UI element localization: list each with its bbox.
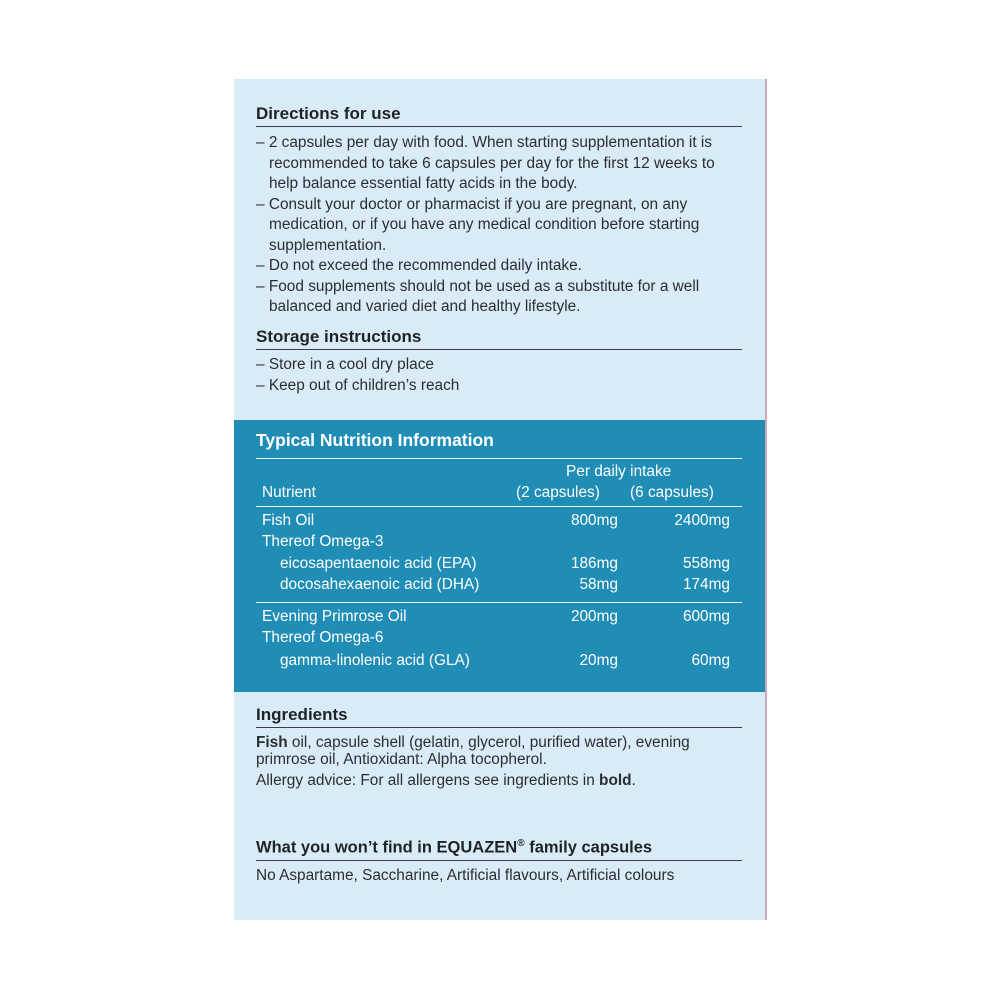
nutrient-value-2caps: 58mg [579,576,618,593]
list-item: – Keep out of children’s reach [256,376,460,394]
nutrient-value-6caps: 600mg [682,608,730,625]
free-from-heading-text: What you won’t find in EQUAZEN [256,838,518,857]
nutrition-table [234,420,765,692]
list-item: – Food supplements should not be used as a substitute for a well balanced and varied diet and healthy lifestyle. [256,277,700,315]
list-item: – 2 capsules per day with food. When starting supplementation it is recommended to take 6 capsules per day for the first 12 weeks to help balance essential fatty acids in the body. [256,134,715,192]
list-item: – Consult your doctor or pharmacist if you are pregnant, on any medication, or if you have any medical condition before starting supplementation. [256,195,700,254]
ingredients-heading: Ingredients [256,705,742,728]
directions-list [256,133,746,318]
allergy-bold-word: bold [599,772,632,789]
free-from-text: No Aspartame, Saccharine, Artificial flavours, Artificial colours [256,867,675,884]
nutrient-value-6caps: 174mg [682,576,730,593]
free-from-heading-suffix: family capsules [524,838,653,857]
directions-heading: Directions for use [256,104,742,127]
list-item: – Do not exceed the recommended daily intake. [256,257,582,274]
nutrient-value-2caps: 186mg [570,555,618,572]
divider [256,458,742,459]
nutrition-title: Typical Nutrition Information [256,430,494,450]
free-from-heading [256,838,742,861]
nutrient-value-6caps: 2400mg [674,512,730,529]
registered-mark: ® [517,838,525,849]
allergen-bold: Fish [256,734,288,751]
nutrient-name: eicosapentaenoic acid (EPA) [280,555,477,572]
product-label-panel [234,79,765,920]
list-item: – Store in a cool dry place [256,356,434,373]
storage-list [256,355,746,396]
nutrient-value-2caps: 200mg [570,608,618,625]
divider [256,602,742,603]
nutrient-name: gamma-linolenic acid (GLA) [280,652,470,669]
nutrient-name: Thereof Omega-6 [262,629,384,646]
nutrient-name: Thereof Omega-3 [262,533,384,550]
nutrient-value-2caps: 800mg [570,512,618,529]
six-capsules-column-header: (6 capsules) [630,484,714,501]
panel-edge [765,79,767,920]
ingredients-text [256,734,746,789]
nutrient-name: Evening Primrose Oil [262,608,407,625]
two-capsules-column-header: (2 capsules) [516,484,600,501]
storage-heading: Storage instructions [256,327,742,350]
nutrient-name: docosahexaenoic acid (DHA) [280,576,480,593]
nutrient-column-header: Nutrient [262,484,316,501]
allergy-advice: Allergy advice: For all allergens see ingredients in [256,772,600,789]
allergy-suffix: . [631,772,636,789]
per-daily-intake-label: Per daily intake [566,463,672,480]
nutrient-value-6caps: 60mg [691,652,730,669]
nutrient-value-2caps: 20mg [579,652,618,669]
divider [256,506,742,507]
nutrient-name: Fish Oil [262,512,315,529]
nutrient-value-6caps: 558mg [682,555,730,572]
ingredients-list: oil, capsule shell (gelatin, glycerol, purified water), evening primrose oil, Antioxidant: Alpha tocopherol. [256,734,690,768]
